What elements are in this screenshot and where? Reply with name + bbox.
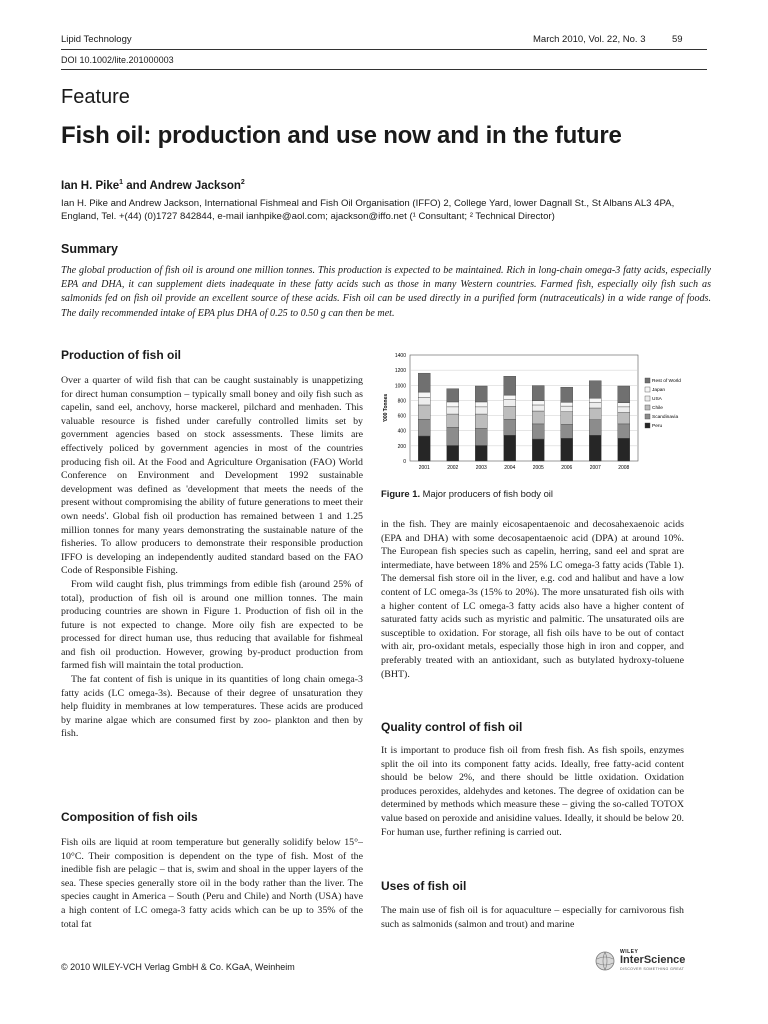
bar-segment — [618, 386, 630, 403]
bar-segment — [475, 428, 487, 445]
legend-label: Rest of World — [652, 379, 681, 384]
legend-swatch — [645, 423, 650, 428]
legend-label: Japan — [652, 388, 666, 393]
logo-wiley: WILEY — [620, 949, 639, 955]
composition-body — [61, 836, 363, 931]
bar-segment — [589, 381, 601, 398]
bar-segment — [504, 435, 516, 461]
bar-segment — [561, 412, 573, 424]
composition-paragraph-1: Fish oils are liquid at room temperature but generally solidify below 15°–10°C. Their composition is dependent on the type of fish. Most of the inedible fish are pelagic – that is, swim and shoal in the upper layers of the sea. These species generally store oil in the body rather than the liver. The species caught in America – South (Peru and Chile) and North (USA) have a high content of LC omega-3 fatty acids which can be up to 35% of the total fat — [61, 837, 363, 930]
legend-swatch — [645, 396, 650, 401]
bar-segment — [561, 438, 573, 461]
author-2-sup: 2 — [240, 179, 245, 186]
composition-continued — [381, 518, 684, 681]
doi-rule — [61, 69, 707, 70]
author-1-sup: 1 — [119, 179, 124, 186]
x-tick-label: 2006 — [561, 465, 573, 471]
bar-segment — [447, 445, 459, 461]
bar-segment — [418, 405, 430, 419]
bar-segment — [532, 411, 544, 424]
bar-segment — [618, 424, 630, 438]
plot-area — [410, 355, 638, 461]
bar-segment — [618, 438, 630, 461]
figure-caption-text: Major producers of fish body oil — [420, 488, 553, 499]
bar-segment — [418, 392, 430, 397]
bar-segment — [561, 387, 573, 402]
copyright-notice: © 2010 WILEY-VCH Verlag GmbH & Co. KGaA, Weinheim — [61, 962, 295, 972]
bar-segment — [561, 402, 573, 406]
y-tick-label: 600 — [397, 413, 406, 420]
bar-segment — [589, 420, 601, 436]
bar-segment — [447, 407, 459, 414]
legend-label: USA — [652, 397, 662, 402]
author-and: and — [123, 179, 150, 192]
figure-label: Figure 1. — [381, 488, 421, 499]
bar-segment — [504, 400, 516, 407]
bar-segment — [589, 408, 601, 420]
issue-info: March 2010, Vol. 22, No. 3 — [533, 34, 646, 45]
journal-name: Lipid Technology — [61, 34, 132, 45]
bar-segment — [561, 424, 573, 438]
uses-paragraph-1: The main use of fish oil is for aquaculture – especially for carnivorous fish such as salmonids (salmon and trout) and marine — [381, 905, 684, 930]
bar-segment — [504, 406, 516, 419]
bar-segment — [618, 413, 630, 424]
bar-segment — [532, 424, 544, 439]
author-line — [61, 179, 245, 192]
logo-tagline: DISCOVER SOMETHING GREAT — [620, 967, 685, 971]
y-tick-label: 800 — [397, 398, 406, 405]
production-paragraph-1: Over a quarter of wild fish that can be caught sustainably is unappetizing for direct human consumption – typically small boney and oily fish such as capelin, sand eel, anchovy, horse mackerel, pilchard and menhaden. This valuable resource is fished under carefully controlled limits set by government agencies based on stock assessments. These limits are effectively policed by government agencies in most of the countries producing fish oil. At the Food and Agriculture Organisation (FAO) World Conference on Environment and Development 1992 sustainable development was defined as 'development that meets the needs of the present without compromising the ability of future generations to meet their own needs'. Global fish oil production has remained between 1 and 1.25 million tonnes for many years demonstrating the sustainable nature of the fisheries. To allow producers to demonstrate their responsible production IFFO is developing an independently audited standard based on the FAO Code of Responsible Fishing. — [61, 375, 363, 577]
legend-label: Chile — [652, 406, 663, 411]
bar-segment — [475, 386, 487, 402]
y-tick-label: 200 — [397, 443, 406, 450]
legend-swatch — [645, 414, 650, 419]
bar-segment — [504, 419, 516, 435]
bar-segment — [475, 445, 487, 461]
bar-segment — [589, 398, 601, 402]
composition-paragraph-2: in the fish. They are mainly eicosapentaenoic and decosahexaenoic acids (EPA and DHA) with some decosapentaenoic acid (DPA) at around 10%. The European fish species such as capelin, herring, sand eel and sprat are intermediate, have between 18% and 25% LC omega-3 fatty acids (Table 1). The demersal fish store oil in the liver, e.g. cod and halibut and have a low content of LC omega-3s (15% to 20%). The more unsaturated fish oils with a higher content of LC omega-3 fatty acids also have a higher content of saturated fatty acids such as myristic and palmitic. The unsaturated oils are susceptible to oxidation. For storage, all fish oils have to be out of contact with air, pro-oxidant metals, especially those high in iron and copper, and preferably treated with an antioxidant, such as butylated hydroxy-toluene (BHT). — [381, 519, 684, 680]
bar-segment — [418, 373, 430, 392]
x-tick-label: 2007 — [589, 465, 601, 471]
x-tick-label: 2002 — [447, 465, 459, 471]
production-body — [61, 374, 363, 741]
bar-segment — [532, 386, 544, 401]
stacked-bar-chart — [380, 349, 690, 477]
quality-paragraph-1: It is important to produce fish oil from fresh fish. As fish spoils, enzymes split the oil into its component fatty acids. Ideally, free fatty-acid content should be below 2%, and there should be little oxidation. Oxidation produces peroxides, aldehydes and ketones. The degree of oxidation can be determined by methods which measure these – giving the so-called TOTOX value based on peroxide and anisidine values. Ideally, it should be below 20. For human use, further refining is carried out. — [381, 745, 684, 838]
legend-swatch — [645, 405, 650, 410]
bar-segment — [504, 376, 516, 395]
bar-segment — [532, 439, 544, 461]
bar-segment — [447, 414, 459, 427]
author-2: Andrew Jackson — [149, 179, 241, 192]
y-axis-label: '000 Tonnes — [383, 393, 389, 423]
uses-body — [381, 904, 684, 931]
x-tick-label: 2003 — [475, 465, 487, 471]
page-number: 59 — [672, 34, 683, 45]
summary-heading: Summary — [61, 242, 118, 256]
bar-segment — [532, 401, 544, 405]
y-tick-label: 0 — [403, 459, 406, 465]
production-paragraph-3: The fat content of fish is unique in its quantities of long chain omega-3 fatty acids (LC omega-3s). Because of their degree of unsaturation they help fluidity in membranes at low temperatures. These acids are produced by marine algae which are consumed first by zoo- plankton and then by fish. — [61, 674, 363, 740]
legend-label: Peru — [652, 424, 663, 429]
bar-segment — [589, 435, 601, 461]
x-tick-label: 2001 — [418, 465, 430, 471]
section-label: Feature — [61, 86, 130, 108]
bar-segment — [589, 402, 601, 408]
bar-segment — [618, 407, 630, 413]
bar-segment — [475, 407, 487, 414]
bar-segment — [418, 397, 430, 405]
x-tick-label: 2005 — [532, 465, 544, 471]
y-tick-label: 1000 — [394, 383, 406, 390]
doi-link[interactable]: DOI 10.1002/lite.201000003 — [61, 55, 174, 65]
figure-caption — [381, 488, 553, 499]
x-tick-label: 2008 — [618, 465, 630, 471]
header-rule — [61, 49, 707, 50]
bar-segment — [475, 414, 487, 428]
article-title: Fish oil: production and use now and in the future — [61, 122, 622, 149]
y-tick-label: 400 — [397, 428, 406, 435]
bar-segment — [475, 402, 487, 407]
bar-segment — [418, 419, 430, 436]
bar-segment — [418, 436, 430, 461]
legend-swatch — [645, 378, 650, 383]
quality-heading: Quality control of fish oil — [381, 720, 523, 734]
x-tick-label: 2004 — [504, 465, 516, 471]
author-1: Ian H. Pike — [61, 179, 120, 192]
y-tick-label: 1200 — [394, 368, 406, 375]
uses-heading: Uses of fish oil — [381, 879, 467, 893]
summary-text: The global production of fish oil is around one million tonnes. This production is expected to be maintained. Rich in long-chain omega-3 fatty acids, especially EPA and DHA, it can supplement diets inadequate in these fatty acids such as those in many Western countries. Farmed fish, especially oily fish such as salmonids fed on fish oil provide an excellent source of these acids. Fish oil can be used directly in a purified form (nutraceuticals) in a wide range of foods. The daily recommended intake of EPA plus DHA of 0.25 to 0.50 g can then be met. — [61, 265, 711, 319]
bar-segment — [447, 402, 459, 407]
legend-swatch — [645, 387, 650, 392]
bar-segment — [618, 403, 630, 407]
legend-label: Scandinavia — [652, 415, 679, 420]
quality-body — [381, 744, 684, 839]
figure-1 — [380, 349, 690, 482]
affiliation: Ian H. Pike and Andrew Jackson, International Fishmeal and Fish Oil Organisation (IFFO) 2, College Yard, lower Dagnall St., St Albans AL3 4PA, England, Tel. +(44) (0)1727 842844, e-mail ianhpike@aol.com; ajackson@iffo.net (¹ Consultant; ² Technical Director) — [61, 198, 675, 222]
logo-interscience: InterScience — [620, 954, 686, 966]
production-heading: Production of fish oil — [61, 348, 181, 362]
bar-segment — [561, 406, 573, 412]
production-paragraph-2: From wild caught fish, plus trimmings from edible fish (around 25% of total), production of fish oil is around one million tonnes. The main producing countries are shown in Figure 1. Production of fish oil in the future is not expected to change. More oily fish are expected to be processed for direct human use, thus reducing that available for fishmeal and fish oil production. However, growing by-product production from farmed fish will maintain the total production. — [61, 578, 363, 672]
bar-segment — [447, 389, 459, 402]
bar-segment — [504, 395, 516, 400]
bar-segment — [532, 405, 544, 411]
bar-segment — [447, 427, 459, 445]
y-tick-label: 1400 — [394, 353, 406, 359]
composition-heading: Composition of fish oils — [61, 810, 198, 824]
